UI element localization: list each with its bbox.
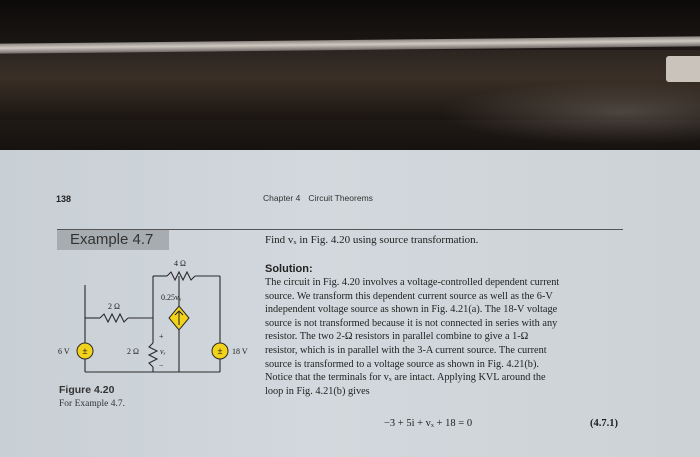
solution-line: loop in Fig. 4.21(b) gives [265,385,370,397]
source-18v-polarity: ± [217,346,223,356]
label-18v: 18 V [232,347,248,356]
figure-title: Figure 4.20 [59,384,115,396]
solution-line: Notice that the terminals for vₓ are intact. Applying KVL around the [265,372,546,384]
laptop-corner [666,56,700,82]
label-4ohm: 4 Ω [174,259,186,268]
kvl-equation: −3 + 5i + vₓ + 18 = 0 [384,418,473,429]
chapter-label: Chapter 4 [263,193,301,203]
solution-heading: Solution: [265,263,313,275]
label-dep-source: 0.25vₓ [161,293,182,302]
solution-line: The circuit in Fig. 4.20 involves a voltage-controlled dependent current [265,277,560,288]
solution-line: source is transformed to a voltage source as shown in Fig. 4.21(b). [265,358,539,370]
resistor-4ohm [167,272,195,280]
solution-line: resistor. The two 2-Ω resistors in parallel combine to give a 1-Ω [265,331,529,343]
label-vx-plus: + [159,332,164,341]
equation-number: (4.7.1) [590,418,618,429]
label-vx-minus: − [159,361,164,370]
label-vx: vₓ [160,347,166,356]
page-number: 138 [56,194,72,204]
textbook-page [0,150,700,457]
solution-text [265,276,625,398]
solution-line: resistor, which is in parallel with the 3-A current source. The current [265,344,547,356]
example-prompt: Find vₓ in Fig. 4.20 using source transformation. [265,234,479,246]
solution-line: source is not transformed because it is not connected in series with any [265,317,558,329]
solution-line: independent voltage source as shown in Fig. 4.21(a). The 18-V voltage [265,304,558,316]
running-head [263,193,373,203]
label-6v: 6 V [58,347,70,356]
label-2ohm-left: 2 Ω [108,302,120,311]
resistor-2ohm-mid [149,343,157,367]
resistor-2ohm-left [100,314,128,322]
figure-caption: For Example 4.7. [59,399,125,409]
label-2ohm-mid: 2 Ω [127,347,139,356]
chapter-title: Circuit Theorems [308,193,373,203]
source-6v-polarity: ± [82,346,88,356]
solution-line: source. We transform this dependent current source as well as the 6-V [265,290,553,302]
circuit-diagram [55,250,265,382]
example-title: Example 4.7 [70,231,154,248]
light-glare [440,80,700,145]
